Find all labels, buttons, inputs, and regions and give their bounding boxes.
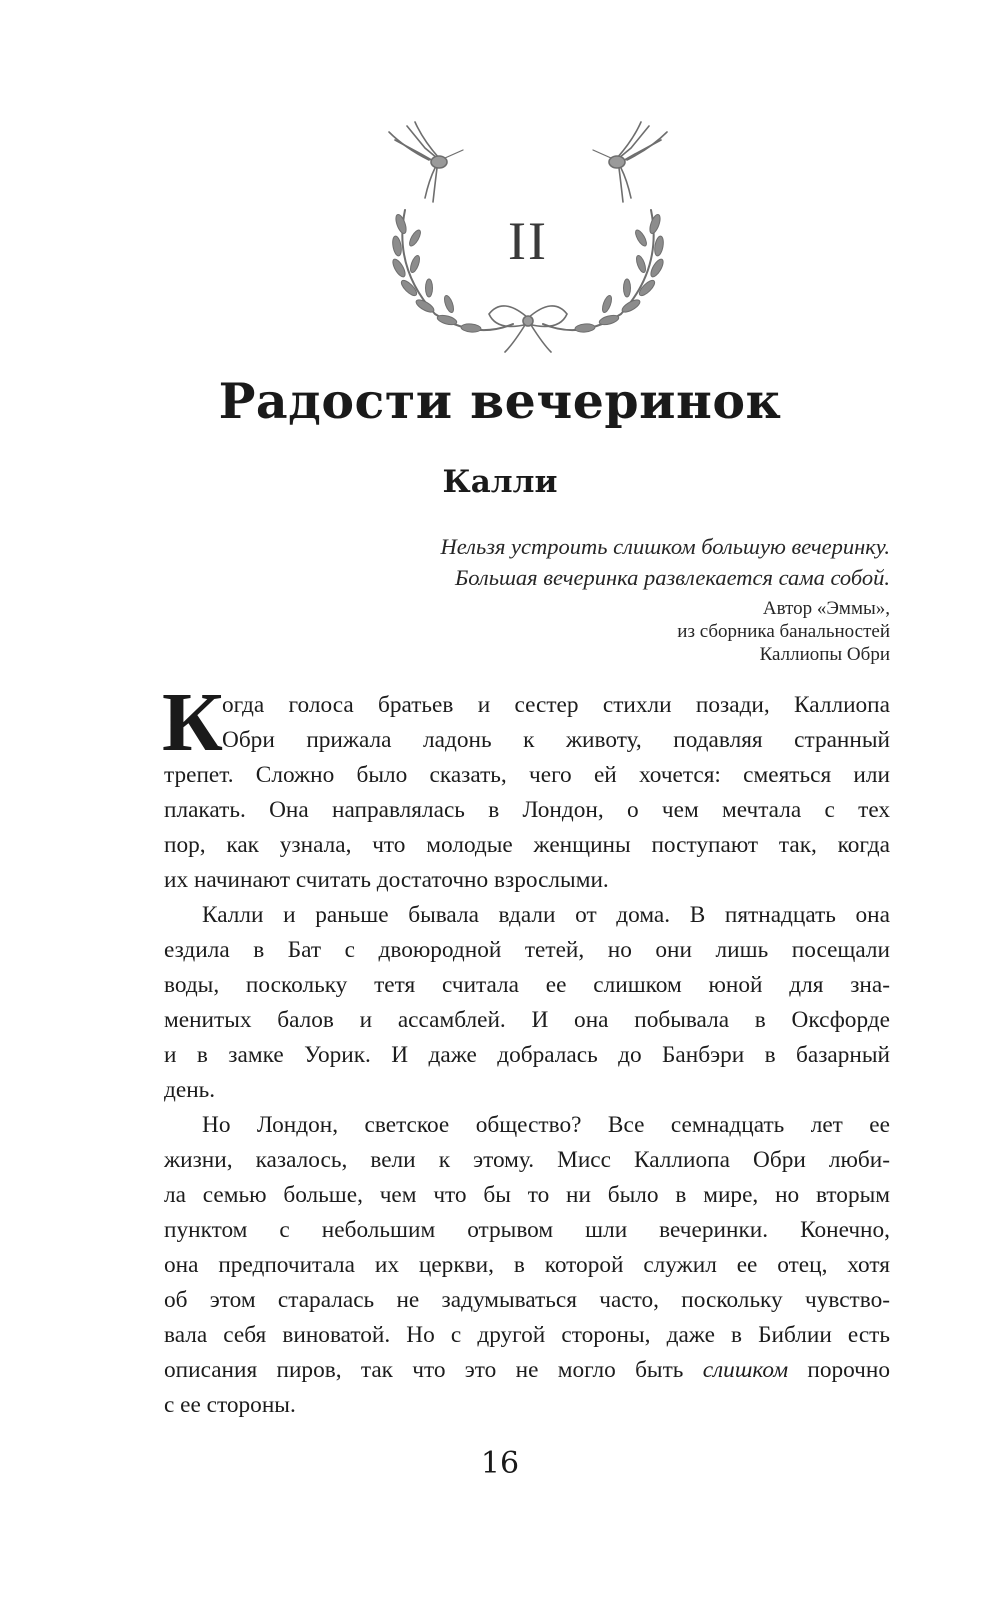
text-segment: порочно — [788, 1357, 891, 1383]
text-segment: описания пиров, так что это не могло быть — [164, 1357, 703, 1383]
text-line: об этом старалась не задумываться часто, поскольку чувство- — [164, 1287, 890, 1313]
text-line: их начинают считать достаточно взрослыми. — [164, 867, 609, 893]
chapter-number: II — [508, 211, 548, 271]
epigraph-quote-line: Нельзя устроить слишком большую вечеринку. — [440, 534, 890, 559]
text-line-with-italic — [164, 1353, 890, 1388]
page-number: 16 — [480, 1446, 520, 1481]
epigraph-attribution — [270, 597, 890, 666]
chapter-subtitle: Калли — [442, 464, 558, 500]
chapter-ornament — [385, 118, 671, 358]
text-line: Калли и раньше бывала вдали от дома. В пятнадцать она — [202, 902, 890, 928]
text-line: ездила в Бат с двоюродной тетей, но они лишь посещали — [164, 937, 890, 963]
epigraph — [270, 531, 890, 666]
italic-word: слишком — [702, 1357, 789, 1383]
body-text — [162, 676, 891, 1423]
epigraph-quote — [270, 531, 890, 593]
epigraph-quote-line: Большая вечеринка развлекается сама собой. — [454, 565, 890, 590]
text-line: и в замке Уорик. И даже добралась до Банбэри в базарный — [164, 1042, 890, 1068]
left-hummingbird-icon — [389, 122, 463, 202]
text-line: воды, поскольку тетя считала ее слишком юной для зна- — [164, 972, 890, 998]
epigraph-attribution-line: Автор «Эммы», — [762, 598, 890, 619]
text-line: Обри прижала ладонь к животу, подавляя странный — [222, 727, 890, 753]
text-line: Но Лондон, светское общество? Все семнадцать лет ее — [202, 1112, 890, 1138]
chapter-title: Радости вечеринок — [218, 372, 782, 430]
text-line: пунктом с небольшим отрывом шли вечеринки. Конечно, — [164, 1217, 890, 1243]
text-line: вала себя виноватой. Но с другой стороны, даже в Библии есть — [164, 1322, 890, 1348]
epigraph-attribution-line: из сборника банальностей — [677, 621, 890, 642]
drop-cap: К — [162, 676, 223, 769]
epigraph-attribution-line: Каллиопы Обри — [759, 644, 890, 665]
text-line: трепет. Сложно было сказать, чего ей хочется: смеяться или — [164, 762, 890, 788]
text-line: менитых балов и ассамблей. И она побывала в Оксфорде — [164, 1007, 890, 1033]
text-line: огда голоса братьев и сестер стихли позади, Каллиопа — [222, 692, 890, 718]
text-line: с ее стороны. — [164, 1392, 296, 1418]
text-line: ла семью больше, чем что бы то ни было в мире, но вторым — [164, 1182, 890, 1208]
text-line: жизни, казалось, вели к этому. Мисс Каллиопа Обри люби- — [164, 1147, 890, 1173]
text-line: день. — [164, 1077, 216, 1103]
text-line: пор, как узнала, что молодые женщины поступают так, когда — [164, 832, 890, 858]
text-line: она предпочитала их церкви, в которой служил ее отец, хотя — [164, 1252, 890, 1278]
right-hummingbird-icon — [593, 122, 667, 202]
text-line: плакать. Она направлялась в Лондон, о чем мечтала с тех — [164, 797, 890, 823]
